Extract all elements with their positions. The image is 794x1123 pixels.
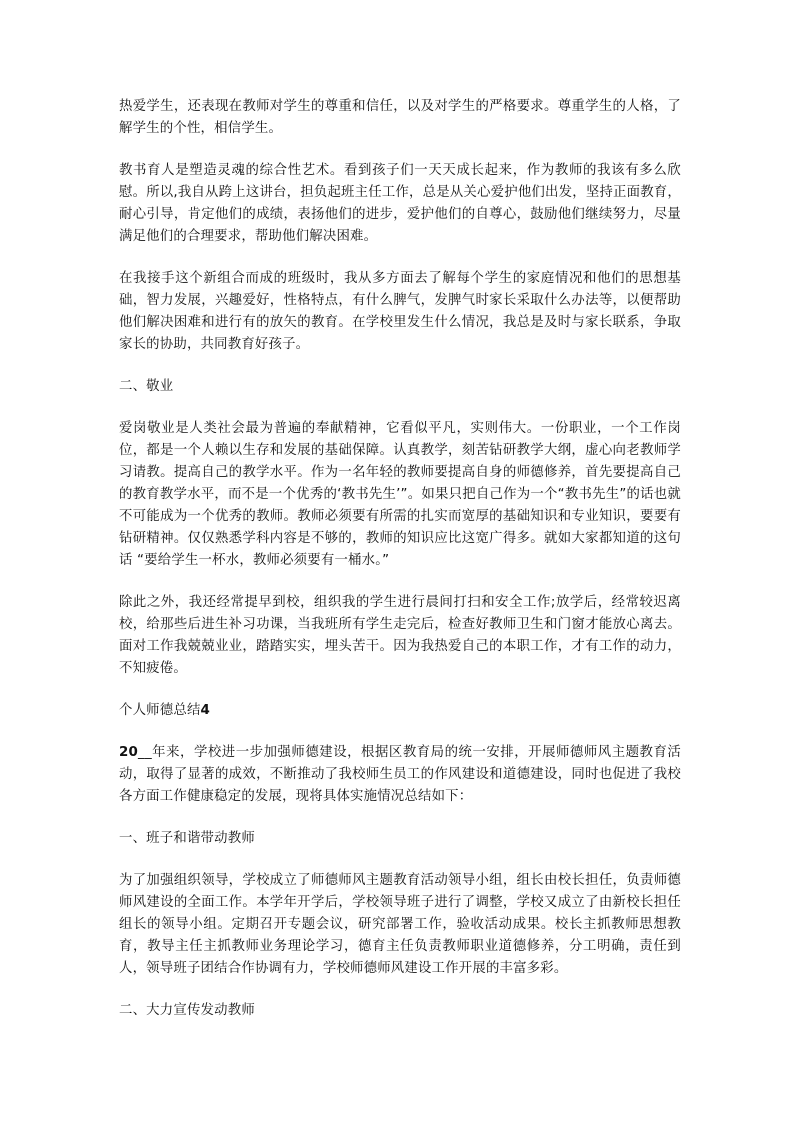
document-page xyxy=(119,96,681,1022)
section-title xyxy=(119,700,681,722)
section-heading: 二、大力宣传发动教师 xyxy=(119,1003,255,1018)
section-title-number: 4 xyxy=(200,703,211,718)
section-heading: 二、敬业 xyxy=(119,379,174,394)
paragraph: 热爱学生，还表现在教师对学生的尊重和信任，以及对学生的严格要求。尊重学生的人格，了解学生的个性，相信学生。 xyxy=(119,99,681,136)
paragraph: 为了加强组织领导，学校成立了师德师风主题教育活动领导小组，组长由校长担任，负责师德师风建设的全面工作。本学年开学后，学校领导班子进行了调整，学校又成立了由新校长担任组长的领导小组。定期召开专题会议，研究部署工作，验收活动成果。校长主抓教师思想教育，教导主任主抓教师业务理论学习，德育主任负责教师职业道德修养，分工明确，责任到人，领导班子团结合作协调有力，学校师德师风建设工作开展的丰富多彩。 xyxy=(119,873,681,976)
section-heading: 一、班子和谐带动教师 xyxy=(119,831,255,846)
paragraph: 教书育人是塑造灵魂的综合性艺术。看到孩子们一天天成长起来，作为教师的我该有多么欣慰。所以,我自从跨上这讲台，担负起班主任工作，总是从关心爱护他们出发，坚持正面教育，耐心引导，肯定他们的成绩，表扬他们的进步，爱护他们的自尊心，鼓励他们继续努力，尽量满足他们的合理要求，帮助他们解决困难。 xyxy=(119,163,681,244)
paragraph-text: __年来，学校进一步加强师德建设，根据区教育局的统一安排，开展师德师风主题教育活动，取得了显著的成效，不断推动了我校师生员工的作风建设和道德建设，同时也促进了我校各方面工作健康稳定的发展，现将具体实施情况总结如下： xyxy=(119,745,681,804)
year-prefix: 20 xyxy=(119,745,139,760)
paragraph: 除此之外，我还经常提早到校，组织我的学生进行晨间打扫和安全工作;放学后，经常较迟离校，给那些后进生补习功课，当我班所有学生走完后，检查好教师卫生和门窗才能放心离去。面对工作我兢兢业业，踏踏实实，埋头苦干。因为我热爱自己的本职工作，才有工作的动力，不知疲倦。 xyxy=(119,595,681,676)
paragraph: 爱岗敬业是人类社会最为普遍的奉献精神，它看似平凡，实则伟大。一份职业，一个工作岗位，都是一个人赖以生存和发展的基础保障。认真教学，刻苦钻研教学大纲，虚心向老教师学习请教。提高自己的教学水平。作为一名年轻的教师要提高自身的师德修养，首先要提高自己的教育教学水平，而不是一个优秀的‘教书先生’”。如果只把自己作为一个“教书先生”的话也就不可能成为一个优秀的教师。教师必须要有所需的扎实而宽厚的基础知识和专业知识，要要有钻研精神。仅仅熟悉学科内容是不够的，教师的知识应比这宽广得多。就如大家都知道的这句话 “要给学生一杯水，教师必须要有一桶水。” xyxy=(119,421,681,568)
paragraph xyxy=(119,742,681,808)
section-title-text: 个人师德总结 xyxy=(119,703,201,718)
paragraph: 在我接手这个新组合而成的班级时，我从多方面去了解每个学生的家庭情况和他们的思想基础，智力发展，兴趣爱好，性格特点，有什么脾气，发脾气时家长采取什么办法等，以便帮助他们解决困难和进行有的放矢的教育。在学校里发生什么情况，我总是及时与家长联系，争取家长的协助，共同教育好孩子。 xyxy=(119,271,681,352)
